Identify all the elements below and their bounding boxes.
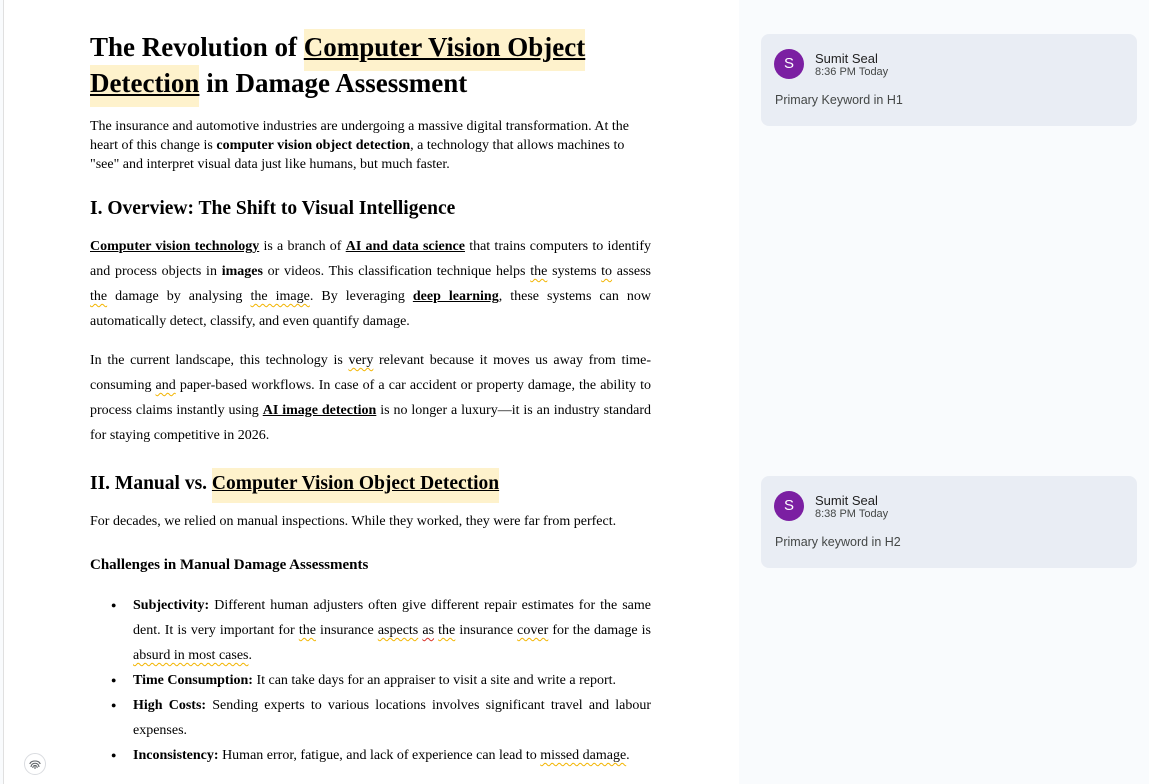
list-item[interactable]: ● Inconsistency: Human error, fatigue, and lack of experience can lead to missed damage. (133, 743, 651, 768)
keyword-highlight[interactable]: Computer Vision Object (304, 29, 586, 71)
challenges-subheading[interactable]: Challenges in Manual Damage Assessments (90, 557, 369, 573)
overview-paragraph-2[interactable]: In the current landscape, this technology is very relevant because it moves us away from time-consuming and paper-based workflows. In case of a car accident or property damage, the ability to process claims instantly using AI image detection is no longer a luxury—it is an industry standard for staying competitive in 2026. (90, 353, 651, 443)
grammar-suggestion[interactable]: and (155, 378, 176, 393)
list-item[interactable]: ● Subjectivity: Different human adjusters often give different repair estimates for the same dent. It is very important for the insurance aspects as the insurance cover for the damage is absurd in most cases. (133, 593, 651, 668)
link-computer-vision-technology[interactable]: Computer vision technology (90, 239, 260, 254)
grammar-suggestion[interactable]: the image (250, 289, 310, 304)
grammar-suggestion[interactable]: very (348, 353, 374, 368)
comment-author: Sumit Seal (815, 493, 878, 508)
link-ai-data-science[interactable]: AI and data science (345, 239, 465, 254)
list-item[interactable]: ● High Costs: Sending experts to various locations involves significant travel and labour expenses. (133, 693, 651, 743)
document-page[interactable] (3, 0, 740, 784)
comment-timestamp: 8:36 PM Today (815, 66, 889, 78)
spelling-suggestion[interactable]: as (422, 623, 435, 638)
grammar-suggestion[interactable]: the (530, 264, 548, 279)
grammar-suggestion[interactable]: missed damage (540, 748, 627, 763)
list-item[interactable]: ● Time Consumption: It can take days for an appraiser to visit a site and write a report. (133, 668, 651, 693)
comment-text: Primary Keyword in H1 (775, 93, 903, 107)
link-ai-image-detection[interactable]: AI image detection (262, 403, 377, 418)
grammar-suggestion[interactable]: to (601, 264, 613, 279)
comment-text: Primary keyword in H2 (775, 535, 901, 549)
grammar-suggestion[interactable]: cover (517, 623, 549, 638)
link-deep-learning[interactable]: deep learning (412, 289, 499, 304)
overview-paragraph-1[interactable]: Computer vision technology is a branch of AI and data science that trains computers to identify and process objects in images or videos. This classification technique helps the systems to assess the damage by analysing the image. By leveraging deep learning, these systems can now automatically detect, classify, and even quantify damage. (90, 239, 652, 329)
fingerprint-icon[interactable] (24, 753, 46, 775)
grammar-suggestion[interactable]: the (90, 289, 108, 304)
keyword-highlight[interactable]: Computer Vision Object Detection (212, 468, 499, 503)
comment-author: Sumit Seal (815, 51, 878, 66)
comment-card[interactable] (761, 34, 1137, 126)
grammar-suggestion[interactable]: the (298, 623, 316, 638)
grammar-suggestion[interactable]: absurd in most cases (133, 648, 249, 663)
avatar: S (774, 491, 804, 521)
manual-intro-paragraph[interactable]: For decades, we relied on manual inspections. While they worked, they were far from perfect. (90, 514, 617, 529)
section-heading-manual-vs-cv[interactable]: II. Manual vs. Computer Vision Object Detection (90, 469, 651, 499)
grammar-suggestion[interactable]: aspects (377, 623, 419, 638)
keyword-highlight[interactable]: Detection (90, 65, 199, 107)
document-title-h1[interactable]: The Revolution of Computer Vision Object Detection in Damage Assessment (90, 29, 651, 101)
comment-card[interactable] (761, 476, 1137, 568)
comment-timestamp: 8:38 PM Today (815, 508, 889, 520)
avatar: S (774, 49, 804, 79)
grammar-suggestion[interactable]: the (438, 623, 456, 638)
section-heading-overview[interactable]: I. Overview: The Shift to Visual Intelligence (90, 198, 456, 219)
comments-sidebar (739, 0, 1149, 784)
challenges-list (90, 593, 651, 768)
intro-paragraph[interactable]: The insurance and automotive industries are undergoing a massive digital transformation. At the heart of this change is computer vision object detection, a technology that allows machines to "see" and interpret visual data just like humans, but much faster. (90, 119, 629, 172)
